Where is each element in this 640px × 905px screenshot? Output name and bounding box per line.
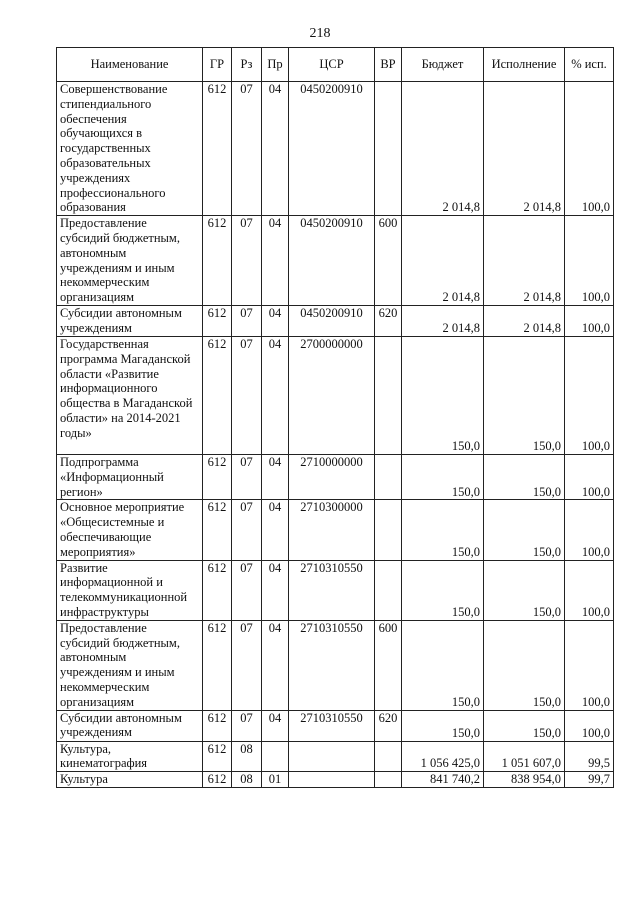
row-percent: 100,0 [565, 500, 614, 560]
row-percent: 100,0 [565, 560, 614, 620]
page-number: 218 [309, 26, 331, 41]
row-csr: 2710310550 [289, 620, 375, 710]
row-gr: 612 [203, 305, 232, 336]
row-csr: 2710310550 [289, 710, 375, 741]
header-percent: % исп. [565, 48, 614, 82]
row-percent: 100,0 [565, 216, 614, 306]
row-rz: 07 [232, 305, 262, 336]
row-pr: 04 [262, 82, 289, 216]
row-budget: 150,0 [402, 336, 484, 454]
row-pr [262, 741, 289, 772]
row-budget: 2 014,8 [402, 82, 484, 216]
row-name: Культура, кинематография [57, 741, 203, 772]
row-gr: 612 [203, 216, 232, 306]
row-execution: 1 051 607,0 [484, 741, 565, 772]
row-csr: 0450200910 [289, 216, 375, 306]
row-vr [375, 560, 402, 620]
row-pr: 04 [262, 500, 289, 560]
row-percent: 100,0 [565, 336, 614, 454]
row-csr: 2710000000 [289, 454, 375, 499]
row-gr: 612 [203, 772, 232, 788]
table-row [57, 710, 614, 741]
table-row [57, 454, 614, 499]
row-gr: 612 [203, 82, 232, 216]
row-execution: 2 014,8 [484, 305, 565, 336]
row-csr: 2710300000 [289, 500, 375, 560]
row-budget: 150,0 [402, 560, 484, 620]
row-csr: 2710310550 [289, 560, 375, 620]
row-pr: 04 [262, 216, 289, 306]
row-rz: 08 [232, 741, 262, 772]
row-execution: 150,0 [484, 454, 565, 499]
row-rz: 07 [232, 336, 262, 454]
table-row [57, 741, 614, 772]
row-csr: 0450200910 [289, 305, 375, 336]
row-gr: 612 [203, 454, 232, 499]
row-name: Предоставление субсидий бюджетным, автономным учреждениям и иным некоммерческим организациям [57, 216, 203, 306]
table-row [57, 772, 614, 788]
budget-table [56, 47, 614, 788]
row-budget: 150,0 [402, 454, 484, 499]
row-name: Субсидии автономным учреждениям [57, 305, 203, 336]
table-header-row [57, 48, 614, 82]
row-name: Развитие информационной и телекоммуникационной инфраструктуры [57, 560, 203, 620]
row-pr: 04 [262, 560, 289, 620]
row-vr [375, 772, 402, 788]
table-row [57, 560, 614, 620]
row-csr: 2700000000 [289, 336, 375, 454]
header-execution: Исполнение [484, 48, 565, 82]
header-gr: ГР [203, 48, 232, 82]
table-row [57, 500, 614, 560]
row-execution: 150,0 [484, 336, 565, 454]
row-csr [289, 772, 375, 788]
header-rz: Рз [232, 48, 262, 82]
row-vr [375, 500, 402, 560]
row-gr: 612 [203, 741, 232, 772]
row-rz: 07 [232, 454, 262, 499]
row-rz: 08 [232, 772, 262, 788]
table-row [57, 620, 614, 710]
header-pr: Пр [262, 48, 289, 82]
header-vr: ВР [375, 48, 402, 82]
row-csr [289, 741, 375, 772]
row-gr: 612 [203, 500, 232, 560]
row-name: Подпрограмма «Информационный регион» [57, 454, 203, 499]
row-rz: 07 [232, 216, 262, 306]
row-execution: 150,0 [484, 620, 565, 710]
row-rz: 07 [232, 82, 262, 216]
row-name: Государственная программа Магаданской области «Развитие информационного общества в Магаданской области» на 2014-2021 годы» [57, 336, 203, 454]
row-gr: 612 [203, 710, 232, 741]
row-vr [375, 741, 402, 772]
row-budget: 150,0 [402, 500, 484, 560]
row-pr: 04 [262, 620, 289, 710]
row-gr: 612 [203, 560, 232, 620]
row-rz: 07 [232, 620, 262, 710]
row-budget: 150,0 [402, 620, 484, 710]
row-percent: 100,0 [565, 620, 614, 710]
row-budget: 841 740,2 [402, 772, 484, 788]
table-row [57, 336, 614, 454]
row-percent: 100,0 [565, 710, 614, 741]
row-percent: 100,0 [565, 305, 614, 336]
row-gr: 612 [203, 620, 232, 710]
row-budget: 2 014,8 [402, 216, 484, 306]
row-rz: 07 [232, 500, 262, 560]
row-percent: 100,0 [565, 82, 614, 216]
table-row [57, 216, 614, 306]
row-execution: 2 014,8 [484, 216, 565, 306]
row-pr: 01 [262, 772, 289, 788]
row-percent: 99,5 [565, 741, 614, 772]
row-percent: 99,7 [565, 772, 614, 788]
header-budget: Бюджет [402, 48, 484, 82]
row-pr: 04 [262, 454, 289, 499]
row-vr: 620 [375, 710, 402, 741]
row-percent: 100,0 [565, 454, 614, 499]
row-name: Субсидии автономным учреждениям [57, 710, 203, 741]
row-vr: 600 [375, 216, 402, 306]
row-rz: 07 [232, 560, 262, 620]
table-row [57, 82, 614, 216]
header-csr: ЦСР [289, 48, 375, 82]
row-execution: 150,0 [484, 710, 565, 741]
row-name: Основное мероприятие «Общесистемные и обеспечивающие мероприятия» [57, 500, 203, 560]
row-budget: 2 014,8 [402, 305, 484, 336]
table-row [57, 305, 614, 336]
row-vr [375, 336, 402, 454]
row-csr: 0450200910 [289, 82, 375, 216]
row-execution: 838 954,0 [484, 772, 565, 788]
row-vr [375, 454, 402, 499]
row-rz: 07 [232, 710, 262, 741]
row-gr: 612 [203, 336, 232, 454]
row-pr: 04 [262, 336, 289, 454]
row-vr [375, 82, 402, 216]
row-vr: 620 [375, 305, 402, 336]
row-budget: 1 056 425,0 [402, 741, 484, 772]
row-execution: 2 014,8 [484, 82, 565, 216]
row-vr: 600 [375, 620, 402, 710]
row-name: Совершенствование стипендиального обеспечения обучающихся в государственных образовательных учреждениях профессионального образования [57, 82, 203, 216]
row-name: Культура [57, 772, 203, 788]
row-execution: 150,0 [484, 500, 565, 560]
row-pr: 04 [262, 710, 289, 741]
row-pr: 04 [262, 305, 289, 336]
row-name: Предоставление субсидий бюджетным, автономным учреждениям и иным некоммерческим организациям [57, 620, 203, 710]
header-name: Наименование [57, 48, 203, 82]
row-execution: 150,0 [484, 560, 565, 620]
row-budget: 150,0 [402, 710, 484, 741]
